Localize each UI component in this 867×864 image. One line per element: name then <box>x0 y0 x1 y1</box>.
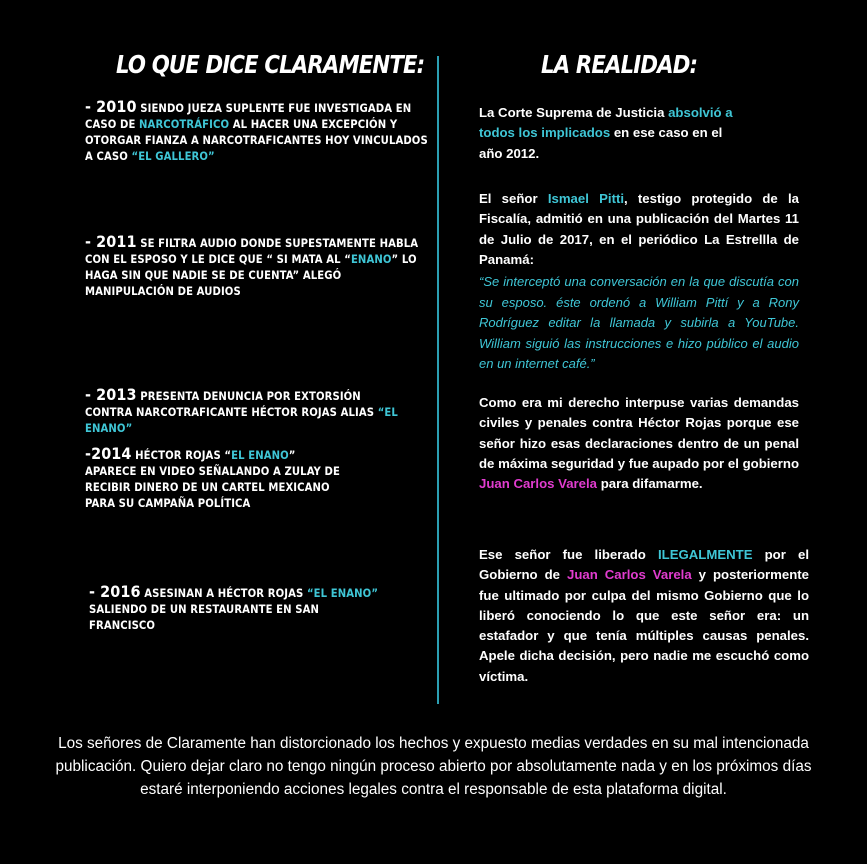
claim-highlight: NARCOTRÁFICO <box>139 118 230 131</box>
claim-2013 <box>85 387 400 437</box>
reality-text: , testigo protegido de la Fiscalía, admitió en una publicación del Martes 11 de Julio de 2017, en el periódico La Estrellla de Panamá: <box>479 191 799 267</box>
left-column-heading: LO QUE DICE CLARAMENTE: <box>116 50 425 79</box>
reality-highlight: Juan Carlos Varela <box>566 567 692 583</box>
claim-highlight: ENANO <box>350 253 392 266</box>
claim-year: - 2013 <box>85 385 137 404</box>
claim-2010 <box>85 99 430 165</box>
reality-lawsuits <box>479 393 799 494</box>
claim-highlight: “EL ENANO” <box>85 406 398 435</box>
claim-text: ” APARECE EN VIDEO SEÑALANDO A ZULAY DE RECIBIR DINERO DE UN CARTEL MEXICANO PARA SU CAMPAÑA POLÍTICA <box>85 449 340 510</box>
claim-text: ASESINAN A HÉCTOR ROJAS <box>140 587 307 600</box>
claim-2014 <box>85 446 345 512</box>
claim-year: - 2016 <box>89 582 141 601</box>
reality-supreme-court <box>479 103 749 164</box>
reality-highlight: ILEGALMENTE <box>657 547 753 562</box>
reality-text: Ese señor fue liberado <box>479 547 658 562</box>
claim-highlight: “EL ENANO” <box>306 587 379 600</box>
reality-text: por el Gobierno de <box>479 547 810 583</box>
claim-text: AL HACER UNA EXCEPCIÓN Y OTORGAR FIANZA A NARCOTRAFICANTES HOY VINCULADOS A CASO <box>85 118 428 163</box>
claim-year: - 2011 <box>85 232 137 251</box>
claim-text: PRESENTA DENUNCIA POR EXTORSIÓN CONTRA NARCOTRAFICANTE HÉCTOR ROJAS ALIAS <box>85 390 378 419</box>
reality-witness <box>479 189 799 270</box>
claim-highlight: EL ENANO <box>231 449 289 462</box>
column-divider <box>437 56 439 704</box>
reality-release <box>479 545 809 687</box>
witness-quote: “Se interceptó una conversación en la que discutía con su esposo. éste ordenó a William Pittí y a Rony Rodríguez editar la llamada y subirla a YouTube. William siguió las instrucciones e hizo público el audio en un internet café.” <box>479 274 799 371</box>
reality-text: La Corte Suprema de Justicia <box>479 105 669 120</box>
reality-highlight: Ismael Pitti <box>547 191 625 206</box>
claim-text: SE FILTRA AUDIO DONDE SUPESTAMENTE HABLA CON EL ESPOSO Y LE DICE QUE “ SI MATA AL “ <box>85 237 419 266</box>
claim-text: HÉCTOR ROJAS “ <box>131 449 232 462</box>
claim-year: - 2010 <box>85 97 137 116</box>
claim-year: -2014 <box>85 444 132 463</box>
claim-highlight: “EL GALLERO” <box>131 150 215 163</box>
right-column-heading: LA REALIDAD: <box>541 50 698 79</box>
reality-text: y posteriormente fue ultimado por culpa del mismo Gobierno que lo liberó conociendo lo que este señor era: un estafador y que tenía múltiples causas penales. Apele dicha decisión, pero nadie me escuchó como víctima. <box>479 567 809 684</box>
reality-text: para difamarme. <box>597 476 703 492</box>
claim-2016 <box>89 584 379 634</box>
footer-statement: Los señores de Claramente han distorcionado los hechos y expuesto medias verdades en su mal intencionada publicación. Quiero dejar claro no tengo ningún proceso abierto por absolutamente nada y en los próximos días estaré interponiendo acciones legales contra el responsable de esta plataforma digital. <box>55 735 812 798</box>
reality-text: en ese caso en el año 2012. <box>479 125 723 161</box>
claim-text: ” LO HAGA SIN QUE NADIE SE DE CUENTA” ALEGÓ MANIPULACIÓN DE AUDIOS <box>85 253 417 298</box>
reality-text: Como era mi derecho interpuse varias demandas civiles y penales contra Héctor Rojas porque ese señor hizo esas declaraciones dentro de un penal de máxima seguridad y fue aupado por el gobierno <box>479 395 799 471</box>
reality-text: El señor <box>479 191 548 206</box>
claim-text: SALIENDO DE UN RESTAURANTE EN SAN FRANCISCO <box>89 603 320 632</box>
claim-text: SIENDO JUEZA SUPLENTE FUE INVESTIGADA EN CASO DE <box>85 102 412 131</box>
reality-highlight: Juan Carlos Varela <box>479 476 598 492</box>
reality-highlight: absolvió a todos los implicados <box>479 105 733 141</box>
claim-2011 <box>85 234 430 300</box>
